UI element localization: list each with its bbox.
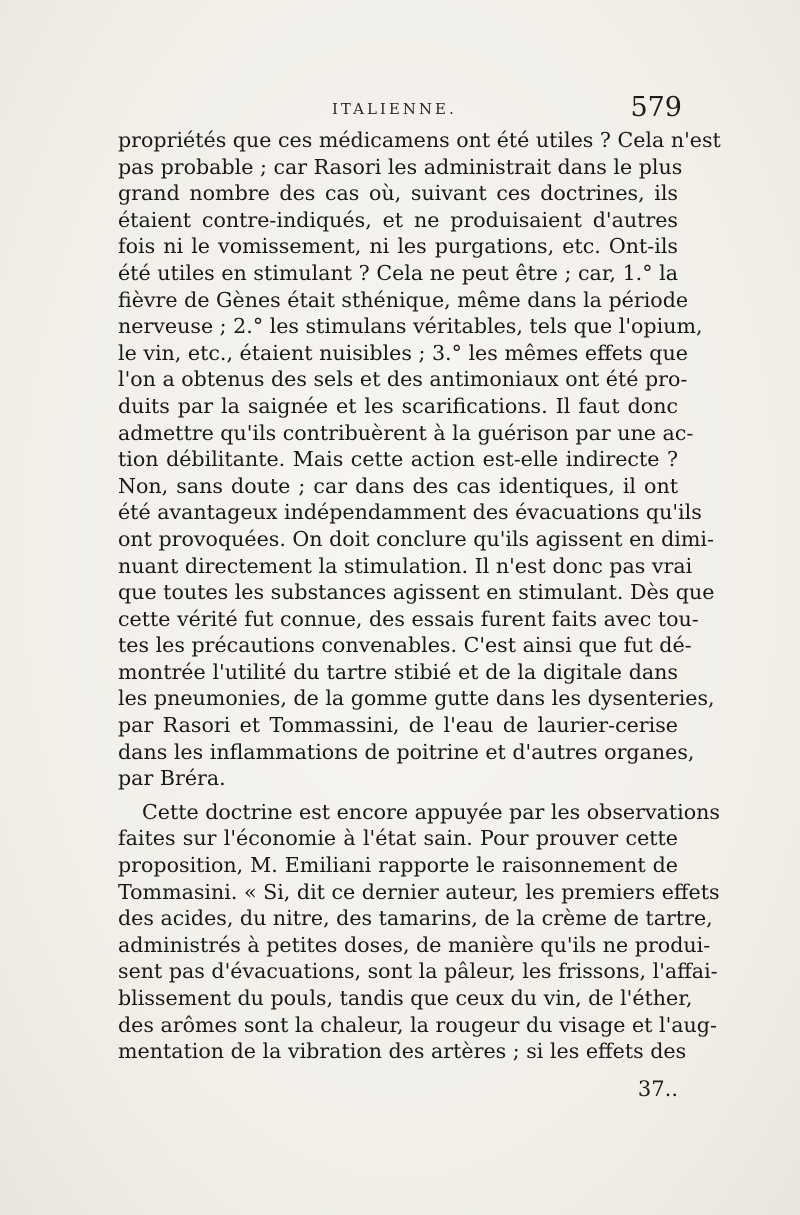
text-line: étaient contre-indiqués, et ne produisaient d'autres	[118, 207, 678, 232]
text-line: admettre qu'ils contribuèrent à la guérison par une ac-	[118, 420, 694, 445]
text-line: Non, sans doute ; car dans des cas identiques, il ont	[118, 473, 678, 498]
running-title: ITALIENNE.	[332, 100, 457, 118]
text-line: faites sur l'économie à l'état sain. Pour prouver cette	[118, 826, 678, 851]
text-line: fois ni le vomissement, ni les purgations, etc. Ont-ils	[118, 234, 678, 259]
text-line: propriétés que ces médicamens ont été utiles ? Cela n'est	[118, 128, 721, 152]
paragraph-gap	[118, 792, 678, 799]
text-line: dans les inflammations de poitrine et d'autres organes,	[118, 739, 695, 764]
text-line: pas probable ; car Rasori les administrait dans le plus	[118, 154, 683, 179]
text-line: Cette doctrine est encore appuyée par les observations	[142, 799, 720, 824]
text-line: les pneumonies, de la gomme gutte dans les dysenteries,	[118, 686, 715, 711]
text-line: proposition, M. Emiliani rapporte le raisonnement de	[118, 853, 678, 878]
text-line: tion débilitante. Mais cette action est-elle indirecte ?	[118, 447, 678, 472]
text-line: blissement du pouls, tandis que ceux du vin, de l'éther,	[118, 986, 693, 1010]
text-line: l'on a obtenus des sels et des antimoniaux ont été pro-	[118, 367, 688, 392]
text-line: que toutes les substances agissent en stimulant. Dès que	[118, 580, 715, 605]
text-line: administrés à petites doses, de manière qu'ils ne produi-	[118, 932, 711, 957]
text-line: été utiles en stimulant ? Cela ne peut être ; car, 1.° la	[118, 260, 678, 285]
text-line: été avantageux indépendamment des évacuations qu'ils	[118, 500, 702, 525]
running-head	[118, 92, 682, 128]
body-text	[118, 127, 721, 1065]
text-line: nuant directement la stimulation. Il n'est donc pas vrai	[118, 553, 693, 578]
page-number: 579	[630, 92, 682, 123]
text-line: par Bréra.	[118, 766, 226, 791]
text-line: fièvre de Gènes était sthénique, même dans la période	[118, 287, 689, 312]
text-line: ont provoquées. On doit conclure qu'ils agissent en dimi-	[118, 526, 714, 551]
text-line: mentation de la vibration des artères ; si les effets des	[118, 1039, 687, 1064]
text-line: montrée l'utilité du tartre stibié et de la digitale dans	[118, 659, 678, 684]
text-line: sent pas d'évacuations, sont la pâleur, les frissons, l'affai-	[118, 959, 718, 984]
text-line: le vin, etc., étaient nuisibles ; 3.° les mêmes effets que	[118, 340, 688, 365]
text-line: tes les précautions convenables. C'est ainsi que fut dé-	[118, 633, 692, 658]
text-line: cette vérité fut connue, des essais furent faits avec tou-	[118, 606, 699, 631]
text-line: nerveuse ; 2.° les stimulans véritables, tels que l'opium,	[118, 314, 703, 339]
signature-mark: 37..	[637, 1077, 678, 1101]
paragraph-2	[118, 799, 720, 1065]
paragraph-1	[118, 127, 721, 792]
text-line: par Rasori et Tommassini, de l'eau de laurier-cerise	[118, 713, 678, 738]
text-line: grand nombre des cas où, suivant ces doctrines, ils	[118, 181, 678, 206]
text-line: des arômes sont la chaleur, la rougeur du visage et l'aug-	[118, 1012, 717, 1037]
text-line: duits par la saignée et les scarifications. Il faut donc	[118, 393, 678, 418]
text-line: des acides, du nitre, des tamarins, de la crème de tartre,	[118, 906, 713, 931]
text-line: Tommasini. « Si, dit ce dernier auteur, les premiers effets	[118, 879, 720, 904]
